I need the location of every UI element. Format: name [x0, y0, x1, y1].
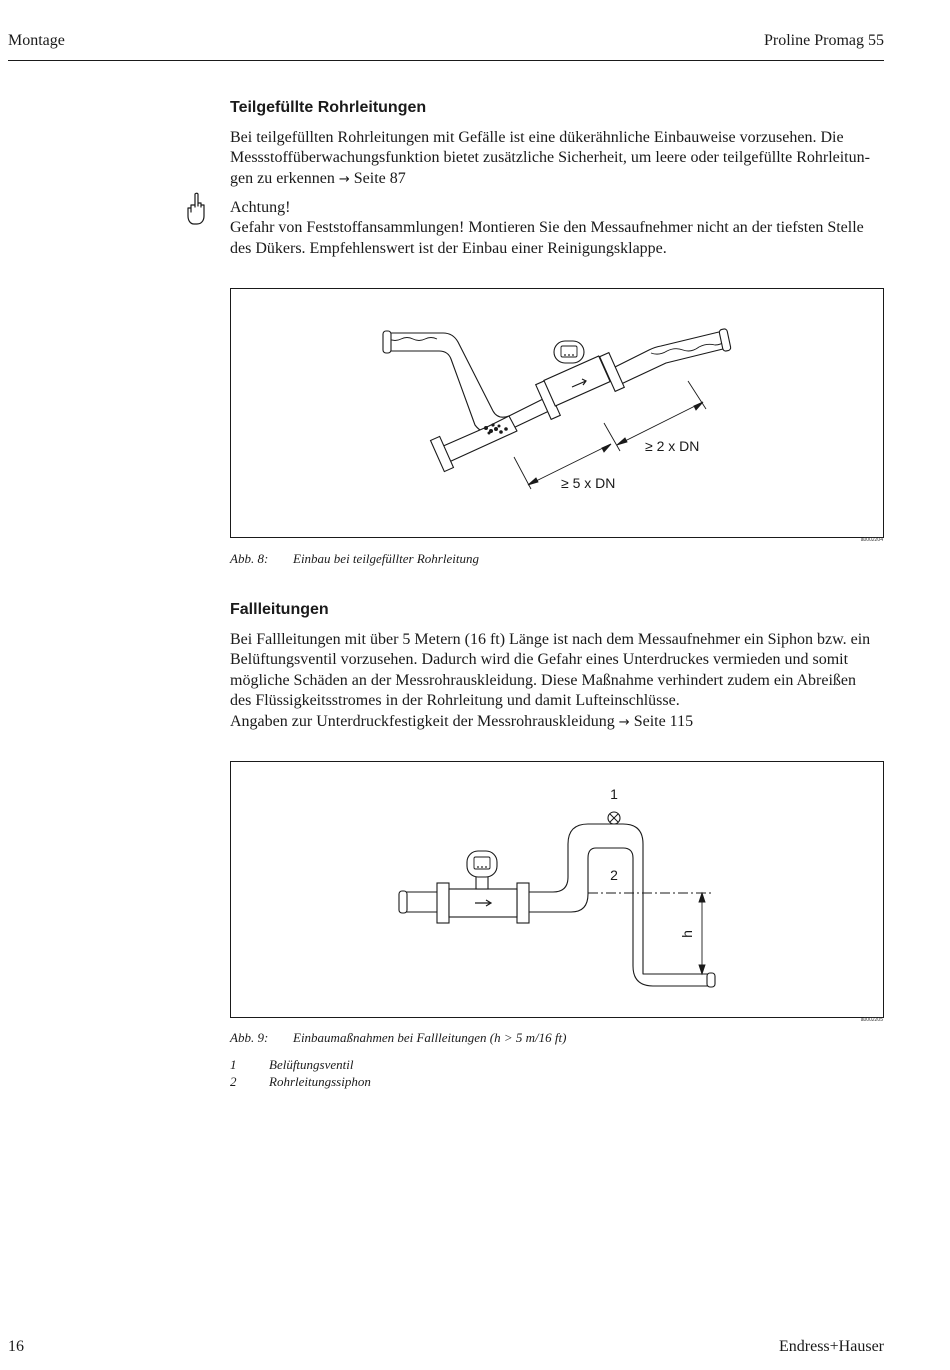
pointing-hand-icon — [185, 192, 207, 228]
running-header-product: Proline Promag 55 — [764, 32, 884, 49]
section-heading-partially-filled: Teilgefüllte Rohrleitungen — [230, 99, 427, 116]
paragraph-line: des Flüssigkeitsstromes in der Rohrleitung und damit Lufteinschlüsse. — [230, 692, 680, 710]
legend-item — [230, 1073, 371, 1090]
paragraph-line: Belüftungsventil vorzusehen. Dadurch wird die Gefahr eines Unterdruckes vermieden und somit — [230, 651, 849, 669]
legend-text: Belüftungsventil — [269, 1057, 354, 1072]
page-reference-link[interactable]: Seite 115 — [633, 712, 694, 730]
figure-9-diagram — [230, 761, 884, 1018]
paragraph-line: Bei Fallleitungen mit über 5 Metern (16 ft) Länge ist nach dem Messaufnehmer ein Siphon bzw. ein — [230, 631, 871, 648]
section-paragraph-partially-filled — [230, 128, 886, 190]
figure-id: a0002205 — [860, 1017, 883, 1023]
page-reference-link[interactable]: Seite 87 — [353, 169, 406, 187]
paragraph-line-text: Angaben zur Unterdruckfestigkeit der Messrohrauskleidung — [230, 712, 615, 730]
label-height: h — [679, 930, 695, 938]
reference-arrow-icon: → — [338, 171, 350, 187]
caption-number: Abb. 8: — [230, 551, 269, 566]
figure-8-caption — [230, 551, 479, 567]
legend-text: Rohrleitungssiphon — [269, 1074, 371, 1089]
figure-9-caption — [230, 1030, 566, 1046]
figure-id: a0002204 — [860, 537, 883, 543]
meter-display-icon — [554, 341, 584, 363]
caption-text: Einbaumaßnahmen bei Fallleitungen (h > 5 m/16 ft) — [293, 1030, 567, 1045]
caption-number: Abb. 9: — [230, 1030, 269, 1045]
figure-8-diagram — [230, 288, 884, 538]
legend-item — [230, 1056, 371, 1073]
label-vent-valve: 1 — [610, 786, 618, 802]
dimension-label-2dn: ≥ 2 x DN — [645, 438, 700, 454]
warning-block — [230, 198, 886, 259]
footer-brand: Endress+Hauser — [779, 1338, 884, 1355]
downpipe-siphon-diagram — [231, 762, 883, 1017]
paragraph-line: Bei teilgefüllten Rohrleitungen mit Gefälle ist eine dükerähnliche Einbauweise vorzusehen. Die — [230, 129, 844, 146]
legend-number: 1 — [230, 1057, 237, 1072]
figure-9-legend — [230, 1056, 371, 1090]
label-siphon: 2 — [610, 867, 618, 883]
paragraph-line: Messstoffüberwachungsfunktion bietet zusätzliche Sicherheit, um leere oder teilgefüllte Rohrleitun- — [230, 149, 870, 167]
warning-title: Achtung! — [230, 199, 291, 216]
paragraph-line — [230, 712, 886, 733]
reference-arrow-icon: → — [618, 714, 630, 730]
legend-number: 2 — [230, 1074, 237, 1089]
vent-valve-icon — [608, 812, 620, 824]
warning-line: Gefahr von Feststoffansammlungen! Montieren Sie den Messaufnehmer nicht an der tiefsten Stelle — [230, 219, 864, 237]
section-heading-downpipes: Fallleitungen — [230, 601, 329, 618]
section-paragraph-downpipes — [230, 630, 886, 733]
partially-filled-pipe-diagram — [231, 289, 883, 537]
paragraph-line: mögliche Schäden an der Messrohrauskleidung. Diese Maßnahme verhindert zudem ein Abreißen — [230, 671, 857, 689]
paragraph-line — [230, 169, 886, 190]
page-number: 16 — [8, 1338, 24, 1355]
warning-line: des Dükers. Empfehlenswert ist der Einbau einer Reinigungsklappe. — [230, 239, 667, 257]
header-rule — [8, 60, 884, 61]
paragraph-line-text: gen zu erkennen — [230, 169, 335, 187]
running-header-section: Montage — [8, 32, 65, 49]
meter-display-icon — [467, 851, 497, 877]
caption-text: Einbau bei teilgefüllter Rohrleitung — [293, 551, 479, 566]
dimension-label-5dn: ≥ 5 x DN — [561, 475, 616, 491]
